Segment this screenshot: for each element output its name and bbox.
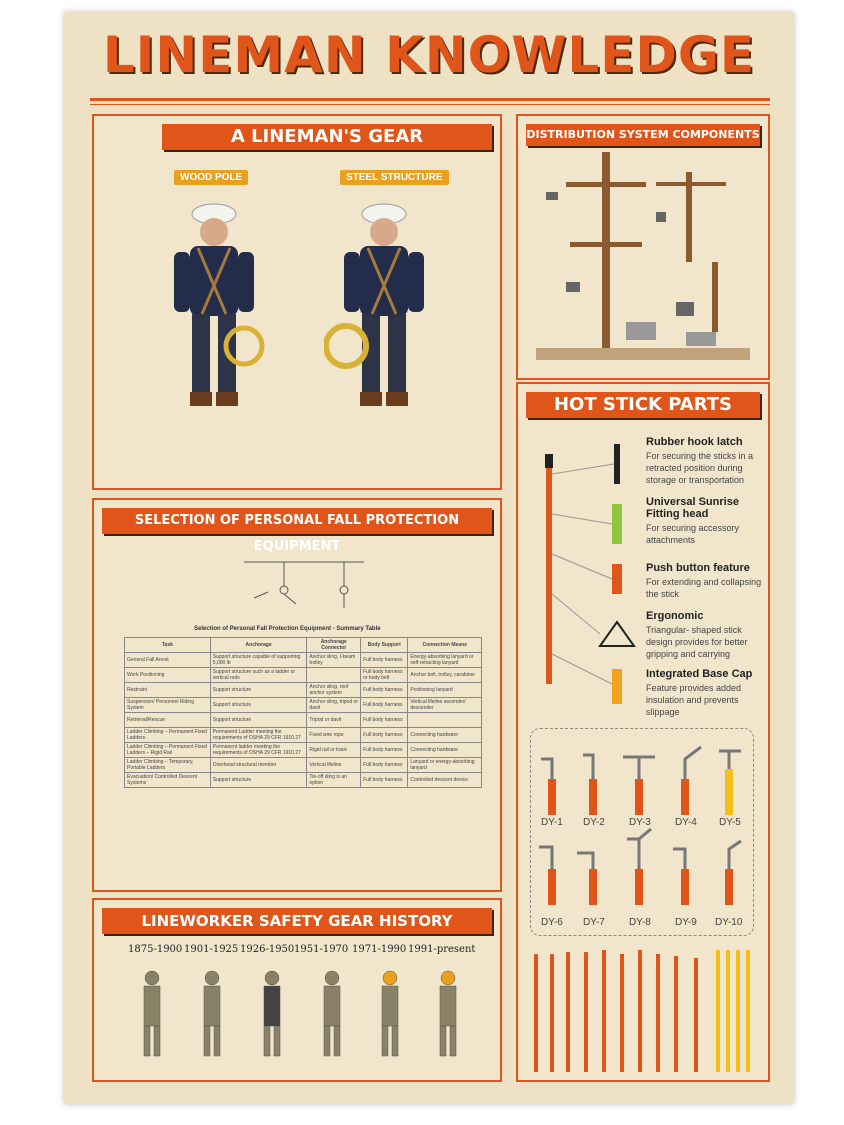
gear-heading: A LINEMAN'S GEAR [162, 124, 492, 150]
cell: Anchor sling, tripod or davit [307, 698, 361, 713]
table-row [125, 653, 482, 668]
era-5: 1971-1990 [352, 944, 407, 955]
table-row [125, 728, 482, 743]
hotstick-panel [516, 382, 770, 1082]
poster-title: LINEMAN KNOWLEDGE [102, 26, 756, 84]
dy-9-label: DY-9 [675, 917, 697, 928]
distribution-heading: DISTRIBUTION SYSTEM COMPONENTS [526, 124, 760, 146]
cell: Full body harness [361, 698, 408, 713]
cell: Fixed wire rope [307, 728, 361, 743]
gear-panel [92, 114, 502, 490]
era-2: 1901-1925 [184, 944, 239, 955]
hotstick-set [528, 944, 758, 1074]
distribution-panel [516, 114, 770, 380]
fall-diagram [234, 552, 374, 612]
dy-5-label: DY-5 [719, 817, 741, 828]
cell: Full body harness [361, 743, 408, 758]
part-desc: Feature provides added insulation and prevents slippage [646, 683, 742, 717]
cell [307, 668, 361, 683]
cell: Ladder Climbing – Temporary, Portable Ladders [125, 758, 211, 773]
col-connector: Anchorage Connector [307, 638, 361, 653]
cell: Full body harness [361, 653, 408, 668]
cell: Anchor bolt, trolley, carabiner [408, 668, 482, 683]
steel-structure-tag: STEEL STRUCTURE [340, 170, 449, 185]
part-push-button: Push button feature [646, 562, 750, 574]
cell: Rigid rail or track [307, 743, 361, 758]
dy-2-label: DY-2 [583, 817, 605, 828]
hotstick-diagram [532, 424, 644, 704]
cell: Support structure [210, 713, 307, 728]
dy-10-label: DY-10 [715, 917, 743, 928]
col-connection: Connection Means [408, 638, 482, 653]
dy-4-label: DY-4 [675, 817, 697, 828]
fall-table [124, 637, 482, 788]
table-row [125, 743, 482, 758]
lineman-steel-structure-figure [324, 196, 444, 426]
cell: Lanyard or energy-absorbing lanyard [408, 758, 482, 773]
cell: Work Positioning [125, 668, 211, 683]
cell: Full body harness [361, 728, 408, 743]
table-row [125, 713, 482, 728]
cell: Full body harness [361, 773, 408, 788]
part-desc: Triangular- shaped stick design provides for better gripping and carrying [646, 625, 748, 659]
cell: Full body harness [361, 758, 408, 773]
cell: Full body harness [361, 683, 408, 698]
cell: Connecting hardware [408, 728, 482, 743]
cell: Support structure [210, 773, 307, 788]
wood-pole-tag: WOOD POLE [174, 170, 248, 185]
dy-attachments-box [530, 728, 754, 936]
era-6: 1991-present [408, 944, 476, 955]
cell: Suspension/ Personnel Riding System [125, 698, 211, 713]
lineman-wood-pole-figure [154, 196, 274, 426]
cell: Positioning lanyard [408, 683, 482, 698]
cell: Support structure capable of supporting 5,000 lb [210, 653, 307, 668]
part-fitting-head: Universal Sunrise Fitting head [646, 496, 739, 520]
cell: Full body harness [361, 713, 408, 728]
dy-8-label: DY-8 [629, 917, 651, 928]
cell: Energy-absorbing lanyard or self-retracting lanyard [408, 653, 482, 668]
fall-table-header [125, 638, 482, 653]
part-rubber-hook-latch: Rubber hook latch [646, 436, 743, 448]
table-row [125, 683, 482, 698]
distribution-diagram [536, 152, 750, 370]
title-rule-top [90, 98, 770, 101]
cell: Ladder Climbing – Permanent Fixed Ladders [125, 728, 211, 743]
part-desc: For extending and collapsing the stick [646, 577, 762, 599]
title-rule-bottom [90, 104, 770, 105]
poster [64, 12, 794, 1104]
cell: Retrieval/Rescue [125, 713, 211, 728]
cell: Anchor sling, roof anchor system [307, 683, 361, 698]
cell: Vertical lifeline ascender/ descender [408, 698, 482, 713]
dy-6-label: DY-6 [541, 917, 563, 928]
table-row [125, 668, 482, 683]
cell: Controlled descent device [408, 773, 482, 788]
history-heading: LINEWORKER SAFETY GEAR HISTORY [102, 908, 492, 934]
history-panel [92, 898, 502, 1082]
cell: Full body harness or body belt [361, 668, 408, 683]
cell: Support structure such as a ladder or vertical rods [210, 668, 307, 683]
era-4: 1951-1970 [294, 944, 349, 955]
col-task: Task [125, 638, 211, 653]
fall-table-title: Selection of Personal Fall Protection Equipment - Summary Table [194, 626, 381, 632]
cell: Support structure [210, 683, 307, 698]
part-desc: For securing the sticks in a retracted position during storage or transportation [646, 451, 754, 485]
era-1: 1875-1900 [128, 944, 183, 955]
cell: Vertical lifeline [307, 758, 361, 773]
table-row [125, 758, 482, 773]
cell: Tripod or davit [307, 713, 361, 728]
part-base-cap: Integrated Base Cap [646, 668, 753, 680]
history-figures [124, 964, 474, 1072]
cell: Support structure [210, 698, 307, 713]
dy-attachments [531, 729, 753, 935]
fall-protection-panel [92, 498, 502, 892]
cell: General Fall Arrest [125, 653, 211, 668]
fall-protection-heading: SELECTION OF PERSONAL FALL PROTECTION EQUIPMENT [102, 508, 492, 534]
part-desc: For securing accessory attachments [646, 523, 740, 545]
cell: Evacuation/ Controlled Descent Systems [125, 773, 211, 788]
dy-3-label: DY-3 [629, 817, 651, 828]
cell: Overhead structural member [210, 758, 307, 773]
cell: Connecting hardware [408, 743, 482, 758]
cell: Ladder Climbing – Permanent Fixed Ladders – Rigid Rail [125, 743, 211, 758]
cell: Tie-off sling is an option [307, 773, 361, 788]
hotstick-heading: HOT STICK PARTS [526, 392, 760, 418]
cell: Anchor sling, I-beam trolley [307, 653, 361, 668]
col-body-support: Body Support [361, 638, 408, 653]
cell: Permanent ladder meeting the requirements of OSHA 29 CFR 1910.27 [210, 743, 307, 758]
col-anchorage: Anchorage [210, 638, 307, 653]
part-ergonomic: Ergonomic [646, 610, 704, 622]
cell: Permanent Ladder meeting the requirements of OSHA 29 CFR 1910.27 [210, 728, 307, 743]
dy-7-label: DY-7 [583, 917, 605, 928]
table-row [125, 773, 482, 788]
table-row [125, 698, 482, 713]
cell [408, 713, 482, 728]
cell: Restraint [125, 683, 211, 698]
era-3: 1926-1950 [240, 944, 295, 955]
dy-1-label: DY-1 [541, 817, 563, 828]
